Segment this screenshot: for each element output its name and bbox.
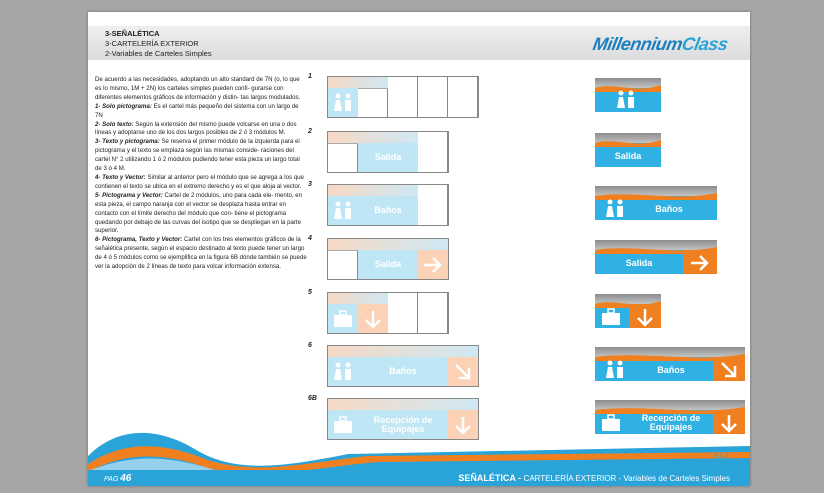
arrow-down-icon (362, 309, 384, 329)
module-grid (327, 184, 449, 226)
item-5 (95, 192, 307, 237)
restroom-icon (332, 362, 354, 382)
logo-part-2: Class (680, 34, 730, 54)
module-grid (327, 345, 479, 387)
sign-label: Baños (389, 366, 417, 376)
page-prefix: PAG (104, 476, 119, 483)
item-3-head: 3- Texto y pictograma: (95, 138, 160, 146)
intro-paragraph: De acuerdo a las necesidades, adoptando un alto standard de 7N (o, lo que es lo mismo, 1M + 2N) los carteles simples pueden confi- gurarse con diferentes elementos gráficos de información y distin- tas largos modulados. (95, 76, 301, 101)
item-6-head: 6- Pictograma, Texto y Vector: (95, 236, 183, 244)
row-number: 1 (308, 73, 312, 80)
header-line-3: 2-Variables de Carteles Simples (105, 49, 212, 58)
restroom-icon (601, 199, 629, 219)
module-grid (327, 76, 479, 118)
page-code: 3-3-2 (713, 454, 728, 460)
restroom-icon (332, 201, 354, 221)
header-line-2: 3-CARTELERÍA EXTERIOR (105, 39, 199, 48)
row-number: 2 (308, 128, 312, 135)
page-num: 46 (120, 473, 132, 484)
page-number (104, 473, 131, 484)
arrow-down-right-icon (718, 360, 740, 380)
arrow-right-icon (422, 255, 444, 275)
sign-1-preview (595, 78, 661, 112)
item-2-head: 2- Solo texto: (95, 120, 134, 128)
module-grid (327, 131, 449, 173)
item-5-head: 5- Pictograma y Vector: (95, 191, 163, 199)
sign-label: Salida (374, 152, 402, 162)
arrow-down-right-icon (452, 362, 474, 382)
item-1 (95, 103, 307, 121)
item-1-head: 1- Solo pictograma: (95, 102, 152, 110)
sign-label: Salida (625, 257, 653, 268)
sign-label: Baños (374, 205, 402, 215)
item-4-text: Similar al anterior pero el módulo que se agrega a los que contienen el texto se ubica en el extremo derecho y es el que aloja al vector. (95, 173, 304, 190)
sign-label: Recepción de Equipajes (373, 414, 433, 434)
arrow-down-icon (634, 307, 656, 327)
sign-label: Recepción de Equipajes (641, 413, 701, 432)
module-grid (327, 238, 449, 280)
footer-title-rest: CARTELERÍA EXTERIOR - Variables de Carteles Simples (523, 474, 730, 483)
header-line-1: 3-SEÑALÉTICA (105, 29, 160, 38)
restroom-icon (601, 360, 629, 380)
luggage-icon (333, 310, 353, 328)
sign-6-preview (595, 347, 745, 381)
item-3 (95, 138, 307, 174)
sign-3-preview (595, 186, 717, 220)
module-grid (327, 292, 449, 334)
row-number: 4 (308, 235, 312, 242)
sign-label: Baños (655, 203, 683, 214)
row-number: 6 (308, 342, 312, 349)
item-3-text: Se reserva el primer módulo de la izquierda para el pictograma y el texto se emplaza según las mismas conside- raciones del cartel N° 2 utilizando 1 ó 2 módulos pudiendo tener esta pieza un largo total de 3 ó 4 M. (95, 138, 300, 173)
item-6 (95, 236, 307, 272)
footer-title-bold: SEÑALÉTICA - (458, 473, 524, 483)
item-5-text: Cartel de 2 módulos, uno para cada ele- mento, en esta pieza, el campo naranja con el vector se desplaza hasta entrar en contacto con el límite derecho del módulo que con- tiene el pictograma quedando por debajo de las curvas del isotipo que se despliegan en la parte superior. (95, 191, 303, 235)
item-6-text: Cartel con los tres elementos gráficos de la señalética presente, según el espacio destinado al texto puede tener un largo de 4 ó 5 módulos como se ejemplifica en la figura 6B dónde también se puede ver la adopción de 2 líneas de texto para volcar información extensa. (95, 236, 307, 271)
sign-5-preview (595, 294, 661, 328)
item-1-text: Es el cartel más pequeño del sistema con un largo de 7N (95, 102, 299, 119)
row-number: 6B (308, 395, 317, 402)
item-4 (95, 174, 307, 192)
footer-title (458, 473, 730, 483)
row-number: 5 (308, 289, 312, 296)
sign-4-preview (595, 240, 717, 274)
item-2 (95, 121, 307, 139)
restroom-icon (611, 90, 641, 110)
sign-2-preview (595, 133, 661, 167)
restroom-icon (332, 93, 354, 113)
logo-part-1: Millennium (591, 34, 685, 54)
brand-logo (592, 34, 730, 55)
item-4-head: 4- Texto y Vector: (95, 173, 146, 181)
section-header (105, 29, 212, 59)
body-text (95, 76, 307, 272)
sign-label: Salida (614, 150, 642, 161)
document-page (88, 12, 750, 486)
sign-label: Salida (374, 259, 402, 269)
sign-label: Baños (657, 364, 685, 375)
row-number: 3 (308, 181, 312, 188)
luggage-icon (601, 308, 621, 326)
item-2-text: Según la extensión del mismo puede volcarse en una o dos líneas y adoptarse uno de los dos largos posibles de 2 ó 3 módulos M. (95, 120, 297, 137)
arrow-right-icon (689, 253, 711, 273)
